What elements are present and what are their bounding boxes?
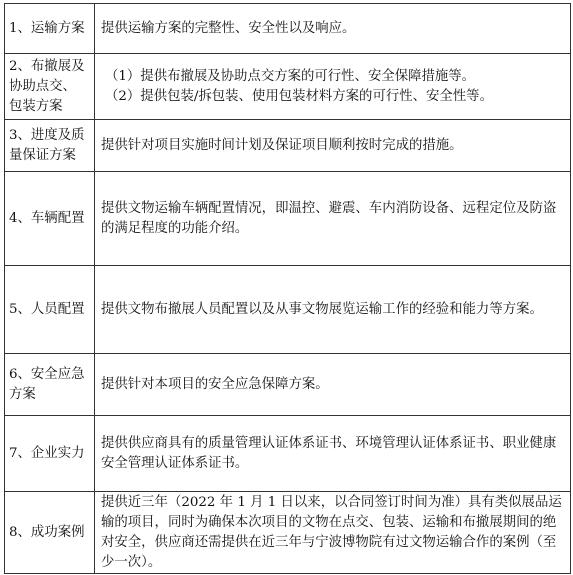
criterion-description: 提供供应商具有的质量管理认证体系证书、环境管理认证体系证书、职业健康安全管理认证体系证书。 [101, 435, 557, 471]
criterion-name: 方案 [9, 386, 36, 402]
criterion-name-cell [5, 120, 95, 172]
criterion-sub-item: （1）提供布撤展及协助点交方案的可行性、安全保障措施等。 [105, 68, 476, 84]
criterion-description-cell [95, 416, 571, 492]
table-row [5, 172, 571, 266]
criterion-description-cell [95, 354, 571, 416]
criterion-name: 包装方案 [9, 98, 63, 114]
criterion-name: 1、运输方案 [9, 20, 85, 36]
table-row [5, 354, 571, 416]
criterion-name-cell [5, 54, 95, 120]
criterion-sub-item: （2）提供包装/拆包装、使用包装材料方案的可行性、安全性等。 [105, 88, 493, 104]
criterion-name: 3、进度及质 [9, 127, 85, 143]
criterion-description-cell [95, 54, 571, 120]
criterion-description: 提供文物布撤展人员配置以及从事文物展览运输工作的经验和能力等方案。 [101, 301, 543, 317]
criterion-description-cell [95, 266, 571, 354]
criterion-name: 5、人员配置 [9, 301, 85, 317]
criterion-description: 提供运输方案的完整性、安全性以及响应。 [101, 20, 356, 36]
criterion-name: 6、安全应急 [9, 366, 85, 382]
criterion-name: 协助点交、 [9, 78, 76, 94]
criterion-name-cell [5, 416, 95, 492]
criterion-name-cell [5, 354, 95, 416]
criterion-name-cell [5, 266, 95, 354]
table-row [5, 54, 571, 120]
criterion-name: 7、企业实力 [9, 445, 85, 461]
evaluation-criteria-table [4, 3, 571, 574]
criterion-description: 提供近三年（2022 年 1 月 1 日以来，以合同签订时间为准）具有类似展品运输的项目，同时为确保本次项目的文物在点交、包装、运输和布撤展期间的绝对安全，供应商还需提供在近三年与宁波博物院有过文物运输合作的案例（至少一次）。 [101, 494, 562, 570]
criterion-name: 2、布撤展及 [9, 58, 85, 74]
table-row [5, 492, 571, 574]
criterion-name-cell [5, 172, 95, 266]
criterion-name-cell [5, 4, 95, 54]
criterion-description-cell [95, 120, 571, 172]
table-row [5, 120, 571, 172]
criterion-description: 提供文物运输车辆配置情况，即温控、避震、车内消防设备、远程定位及防盗的满足程度的功能介绍。 [101, 200, 557, 236]
table-row [5, 416, 571, 492]
criterion-name-cell [5, 492, 95, 574]
table-row [5, 266, 571, 354]
criterion-name: 4、车辆配置 [9, 210, 85, 226]
criterion-name: 8、成功案例 [9, 524, 85, 540]
criterion-name: 量保证方案 [9, 147, 76, 163]
criterion-description: 提供针对项目实施时间计划及保证项目顺利按时完成的措施。 [101, 137, 463, 153]
table-row [5, 4, 571, 54]
criterion-description-cell [95, 492, 571, 574]
criterion-description-cell [95, 4, 571, 54]
criterion-description-cell [95, 172, 571, 266]
criterion-description: 提供针对本项目的安全应急保障方案。 [101, 376, 329, 392]
